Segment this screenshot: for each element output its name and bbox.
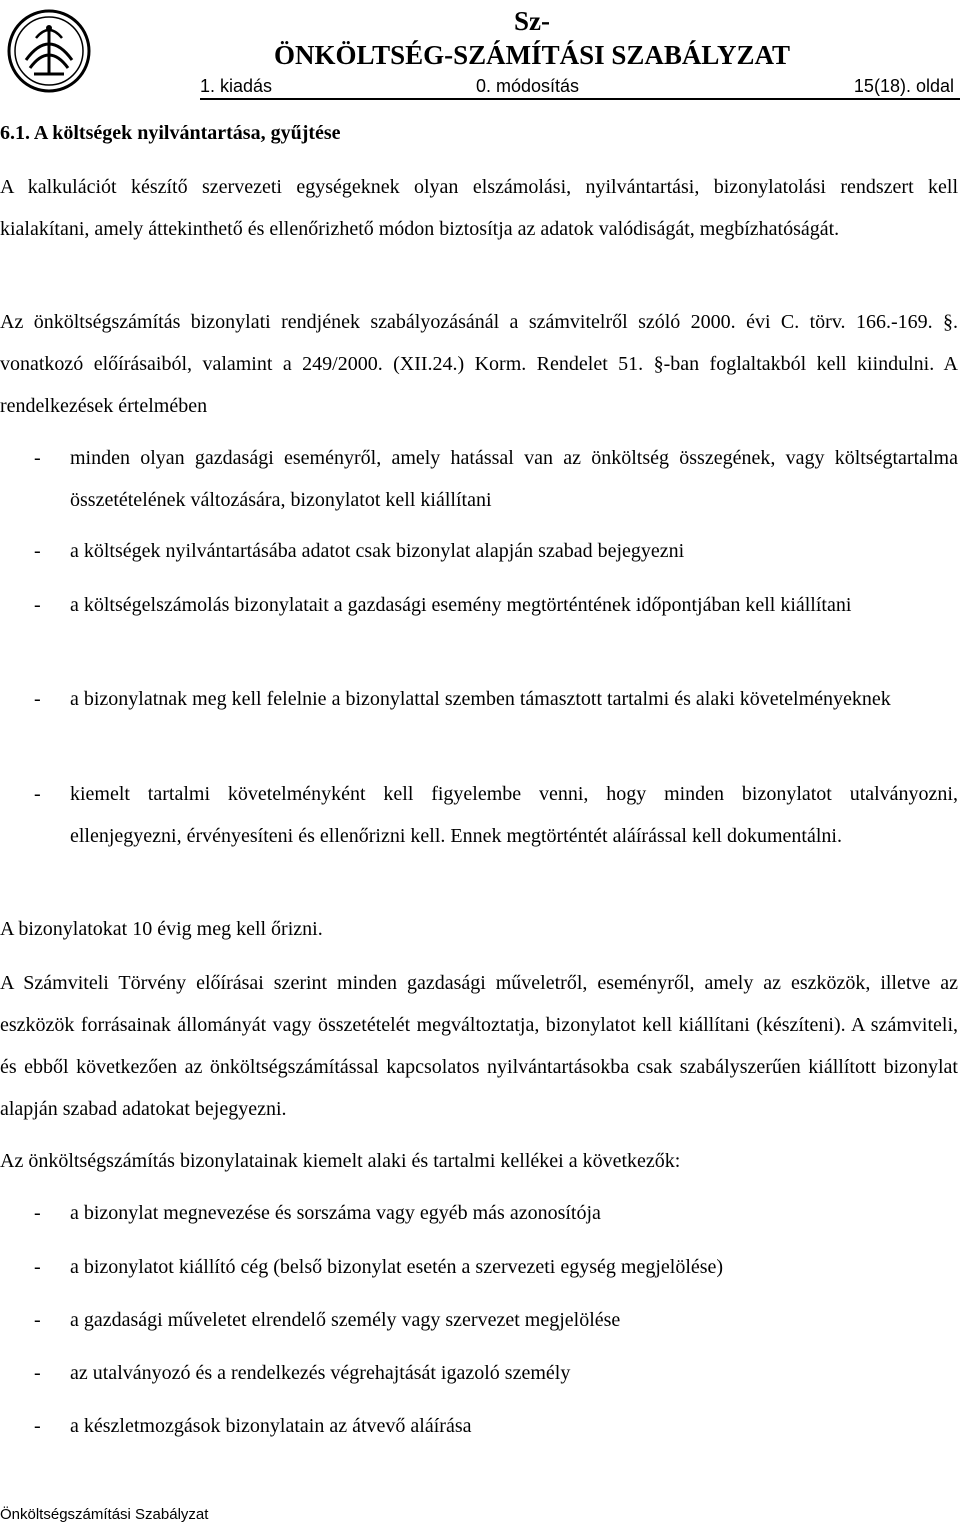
list-marker: - <box>34 540 41 562</box>
list-item <box>0 584 958 626</box>
organization-logo <box>6 8 92 94</box>
list-item-text: kiemelt tartalmi követelményként kell figyelembe venni, hogy minden bizonylatot utalványozni, ellenjegyezni, érvényesíteni és ellenőrizni kell. Ennek megtörténtét aláírással kell dokumentálni. <box>70 783 958 847</box>
list-item-text: a költségelszámolás bizonylatait a gazdasági esemény megtörténtének időpontjában kell kiállítani <box>70 594 852 616</box>
list-item <box>0 437 958 521</box>
list-item <box>0 1192 958 1234</box>
document-title-line1: Sz- <box>514 6 550 36</box>
list-item <box>0 1299 958 1341</box>
paragraph-1: A kalkulációt készítő szervezeti egységeknek olyan elszámolási, nyilvántartási, bizonylatolási rendszert kell kialakítani, amely áttekinthető és ellenőrizhető módon biztosítja az adatok valódiságát, megbízhatóságát. <box>0 176 958 240</box>
page-footer: Önköltségszámítási Szabályzat <box>0 1506 209 1523</box>
revision-label: 0. módosítás <box>476 76 580 96</box>
list-marker: - <box>34 1202 41 1224</box>
page-number: 15(18). oldal <box>853 76 954 96</box>
list-marker: - <box>34 1362 41 1384</box>
paragraph-2: Az önköltségszámítás bizonylati rendjének szabályozásánál a számvitelről szóló 2000. évi C. törv. 166.-169. §. vonatkozó előírásaiból, valamint a 249/2000. (XII.24.) Korm. Rendelet 51. §-ban foglaltakból kell kiindulni. A rendelkezések értelmében <box>0 311 958 417</box>
paragraph-4: A Számviteli Törvény előírásai szerint minden gazdasági műveletről, eseményről, amely az eszközök, illetve az eszközök forrásainak állományát vagy összetételét megváltoztatja, bizonylatot kell kiállítani (készíteni). A számviteli, és ebből következően az önköltségszámítással kapcsolatos nyilvántartásokba csak szabályszerűen kiállított bizonylat alapján szabad adatokat bejegyezni. <box>0 972 958 1120</box>
list-marker: - <box>34 783 41 805</box>
edition-label: 1. kiadás <box>200 76 273 96</box>
section-heading: 6.1. A költségek nyilvántartása, gyűjtése <box>0 122 341 144</box>
list-marker: - <box>34 688 41 710</box>
list-marker: - <box>34 594 41 616</box>
list-item-text: a gazdasági műveletet elrendelő személy vagy szervezet megjelölése <box>70 1309 621 1331</box>
list-item <box>0 1352 958 1394</box>
list-item-text: a bizonylatot kiállító cég (belső bizonylat esetén a szervezeti egység megjelölése) <box>70 1256 724 1278</box>
list-item <box>0 678 958 720</box>
list-item <box>0 773 958 857</box>
list-marker: - <box>34 1415 41 1437</box>
list-marker: - <box>34 447 41 469</box>
list-item-text: a készletmozgások bizonylatain az átvevő aláírása <box>70 1415 472 1437</box>
list-item-text: a bizonylatnak meg kell felelnie a bizonylattal szemben támasztott tartalmi és alaki követelményeknek <box>70 688 891 710</box>
paragraph-5: Az önköltségszámítás bizonylatainak kiemelt alaki és tartalmi kellékei a következők: <box>0 1150 681 1172</box>
paragraph-3: A bizonylatokat 10 évig meg kell őrizni. <box>0 918 323 940</box>
list-item-text: az utalványozó és a rendelkezés végrehajtását igazoló személy <box>70 1362 571 1384</box>
list-item <box>0 1246 958 1288</box>
list-item-text: a költségek nyilvántartásába adatot csak bizonylat alapján szabad bejegyezni <box>70 540 685 562</box>
document-title-line2: ÖNKÖLTSÉG-SZÁMÍTÁSI SZABÁLYZAT <box>274 40 790 70</box>
list-marker: - <box>34 1309 41 1331</box>
list-item-text: minden olyan gazdasági eseményről, amely hatással van az önköltség összegének, vagy költségtartalma összetételének változására, bizonylatot kell kiállítani <box>70 447 958 511</box>
header-meta-row <box>200 76 960 100</box>
document-title <box>232 4 832 72</box>
list-item <box>0 530 958 572</box>
list-item <box>0 1405 958 1447</box>
list-marker: - <box>34 1256 41 1278</box>
list-item-text: a bizonylat megnevezése és sorszáma vagy egyéb más azonosítója <box>70 1202 601 1224</box>
